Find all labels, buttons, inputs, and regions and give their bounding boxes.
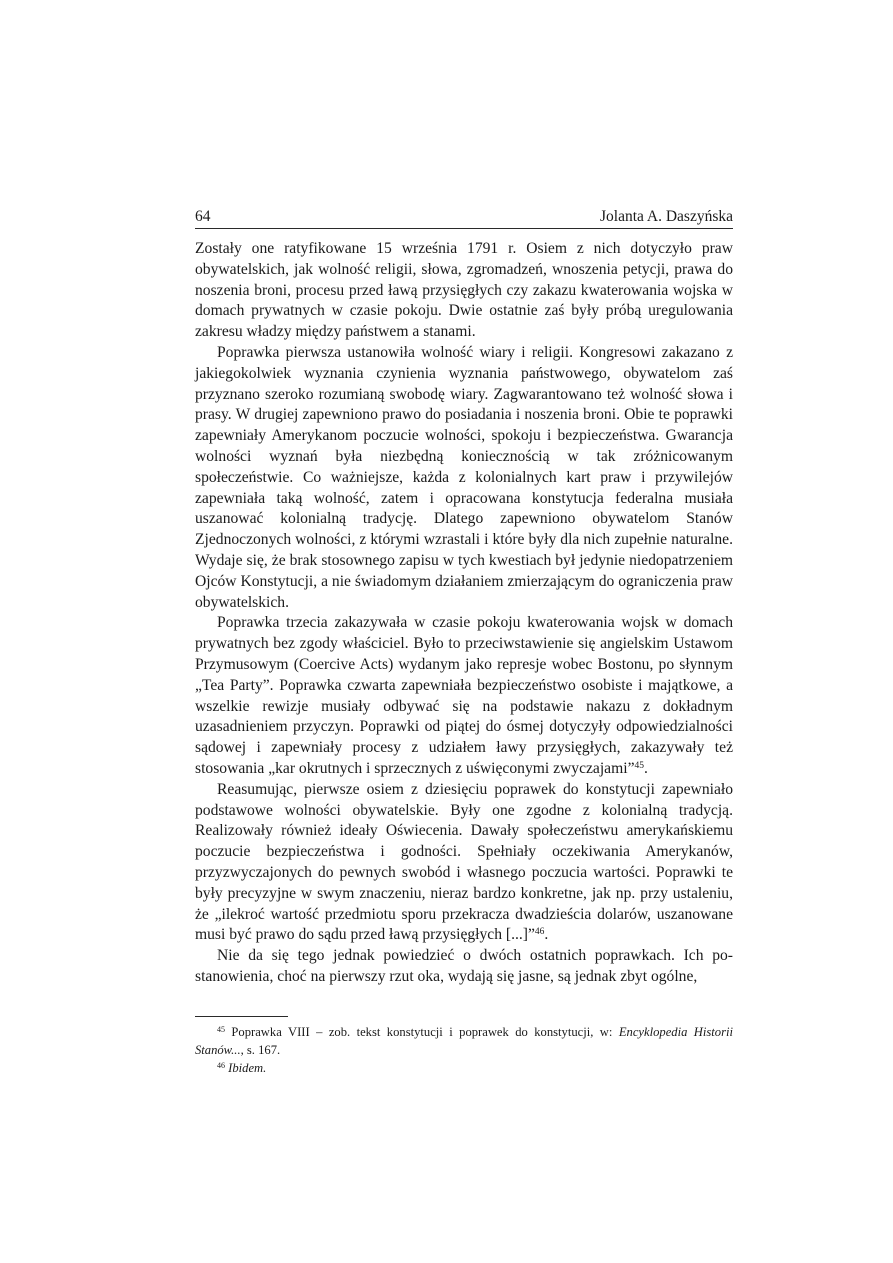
- paragraph-4: [195, 780, 733, 946]
- paragraph-2: Poprawka pierwsza ustanowiła wolność wiary i religii. Kongresowi zakazano z jakiegokolwiek wyznania czynienia wyznania państwowego, obywatelom zaś przyznano szeroko rozumianą swobodę wiary. Zagwarantowano też wolność słowa i prasy. W drugiej zapewniono prawo do posiadania i noszenia broni. Obie te poprawki zapewniały Amerykanom poczucie wolności, spokoju i bezpieczeństwa. Gwarancja wolności wyznań była niezbędną koniecznością w tak zróżnicowanym społeczeństwie. Co ważniejsze, każda z kolonialnych kart praw i przywilejów zapewniała taką wolność, zatem i opracowana konstytucja federalna musiała uszanować kolonialną tradycję. Dlatego zapewniono obywatelom Stanów Zjednoczonych wolności, z którymi wzrastali i które były dla nich zupełnie naturalne. Wydaje się, że brak stosownego zapisu w tych kwestiach był jedynie niedopatrzeniem Ojców Konstytucji, a nie świadomym działaniem zmierzającym do ograniczenia praw obywatelskich.: [195, 343, 733, 611]
- footnotes: [195, 1023, 733, 1077]
- running-header: [195, 206, 733, 229]
- paragraph-3: [195, 613, 733, 779]
- paragraph-4-end: .: [544, 926, 549, 944]
- paragraph-5: Nie da się tego jednak powiedzieć o dwóch ostatnich poprawkach. Ich postanowienia, choć na pierwszy rzut oka, wydają się jasne, są jednak zbyt ogólne,: [195, 947, 733, 985]
- footnote-46-title: Ibidem.: [228, 1061, 267, 1075]
- footnote-ref-45: 45: [634, 760, 644, 771]
- footnote-separator: [195, 1016, 288, 1017]
- footnote-45-text: Poprawka VIII – zob. tekst konstytucji i poprawek do konstytucji, w:: [225, 1025, 619, 1039]
- paragraph-3-text: Poprawka trzecia zakazywała w czasie pokoju kwaterowania wojsk w domach prywatnych bez zgody właściciel. Było to przeciwstawienie się angielskim Ustawom Przymusowym (Coercive Acts) wydanym jako represje wobec Bostonu, po słynnym „Tea Party”. Poprawka czwarta zapewniała bezpieczeństwo osobiste i majątkowe, a wszelkie rewizje musiały odbywać się na podstawie nakazu z dokładnym uzasadnieniem przyczyn. Poprawki od piątej do ósmej dotyczyły odpowiedzialności sądowej i zapewniały procesy z udziałem ławy przysięgłych, zakazywały też stosowania „kar okrutnych i sprzecznych z uświęconymi zwyczajami”: [195, 614, 733, 777]
- paragraph-1: Zostały one ratyfikowane 15 września 1791 r. Osiem z nich dotyczyło praw obywatelskich, jak wolność religii, słowa, zgromadzeń, wnoszenia petycji, prawa do noszenia broni, procesu przed ławą przysięgłych czy zakazu kwaterowania wojska w domach prywatnych w czasie pokoju. Dwie ostatnie zaś były próbą uregulowania zakresu władzy między państwem a stanami.: [195, 240, 733, 341]
- footnote-45-end: , s. 167.: [240, 1043, 281, 1057]
- footnote-45: [195, 1023, 733, 1059]
- footnote-46-number: 46: [217, 1061, 225, 1070]
- running-header-author: Jolanta A. Daszyńska: [599, 208, 733, 225]
- footnote-46: [195, 1059, 733, 1077]
- footnote-45-title: Encyklopedia Historii Stanów...: [195, 1025, 733, 1057]
- footnote-45-number: 45: [217, 1025, 225, 1034]
- page-number: 64: [195, 208, 211, 225]
- footnote-ref-46: 46: [534, 927, 545, 938]
- main-text: [195, 239, 733, 988]
- book-page: [195, 0, 733, 1263]
- paragraph-4-text: Reasumując, pierwsze osiem z dziesięciu poprawek do konstytucji zapewniało podstawowe wolności obywatelskie. Były one zgodne z kolonialną tradycją. Realizowały również ideały Oświecenia. Dawały społeczeństwu amerykańskiemu poczucie bezpieczeństwa i godności. Spełniały oczekiwania Amerykanów, przyzwyczajonych do pewnych swobód i własnego poczucia wartości. Poprawki te były precyzyjne w swym znaczeniu, nieraz bardzo konkretne, jak np. przy ustaleniu, że „ilekroć wartość przedmiotu sporu przekracza dwadzieścia dolarów, uszanowane musi być prawo do sądu przed ławą przysięgłych [...]”: [195, 780, 733, 944]
- paragraph-3-end: .: [644, 759, 648, 777]
